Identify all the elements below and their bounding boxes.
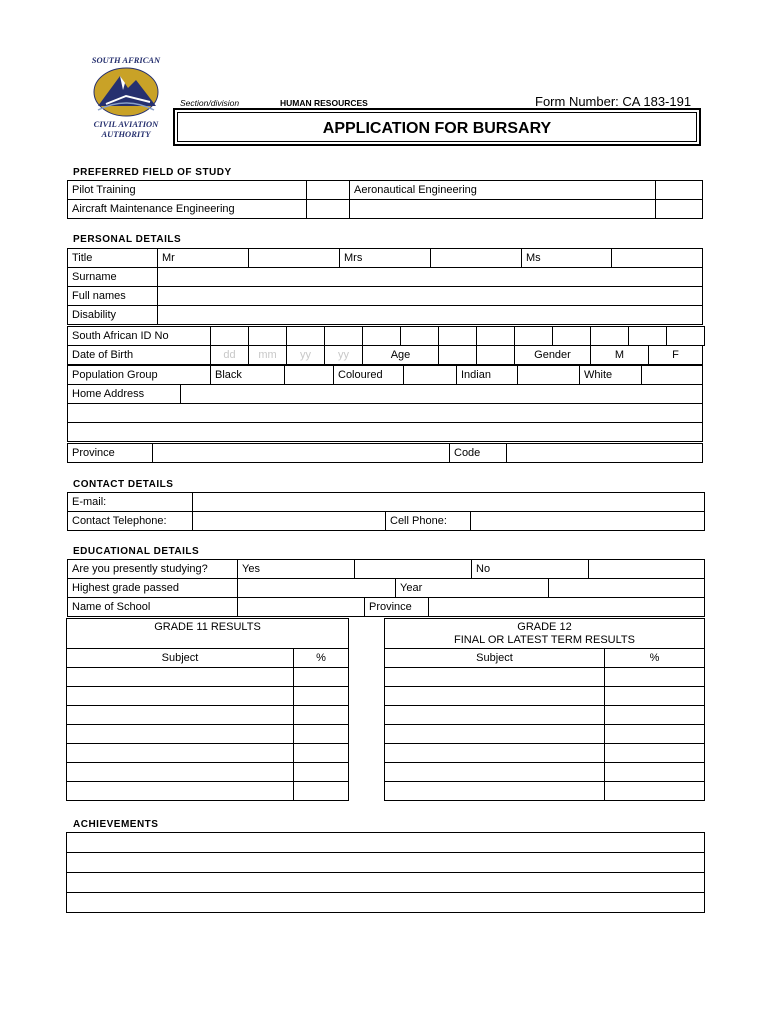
title-ms-box[interactable] [612, 249, 703, 268]
subject-cell[interactable] [385, 706, 605, 725]
section-heading-contact: CONTACT DETAILS [73, 479, 174, 490]
surname-field[interactable] [158, 268, 703, 287]
address-lines [67, 403, 703, 442]
full-names-field[interactable] [158, 287, 703, 306]
id-digit[interactable] [439, 327, 477, 346]
subject-cell[interactable] [385, 668, 605, 687]
percent-cell[interactable] [294, 782, 349, 801]
address-line[interactable] [68, 423, 703, 442]
province-label: Province [68, 444, 153, 463]
percent-header: % [605, 649, 705, 668]
title-mrs-label: Mrs [340, 249, 431, 268]
dob-year-field-1[interactable]: yy [287, 346, 325, 365]
contact-telephone-field[interactable] [193, 512, 386, 531]
logo-bottom-text-2: AUTHORITY [101, 129, 151, 139]
id-digit[interactable] [553, 327, 591, 346]
subject-cell[interactable] [67, 668, 294, 687]
percent-cell[interactable] [605, 706, 705, 725]
province-field[interactable] [153, 444, 450, 463]
id-number-label: South African ID No [68, 327, 211, 346]
subject-cell[interactable] [385, 763, 605, 782]
subject-cell[interactable] [385, 725, 605, 744]
phone-row [67, 511, 705, 531]
school-name-label: Name of School [68, 598, 238, 617]
achievement-line[interactable] [67, 893, 705, 913]
dob-row [67, 345, 703, 365]
age-label: Age [363, 346, 439, 365]
percent-cell[interactable] [605, 725, 705, 744]
grade-12-heading-line-1: GRADE 12 [517, 621, 572, 633]
postal-code-label: Code [450, 444, 507, 463]
grade-11-heading: GRADE 11 RESULTS [67, 619, 349, 649]
dob-day-field[interactable]: dd [211, 346, 249, 365]
id-digit[interactable] [325, 327, 363, 346]
cell-phone-label: Cell Phone: [386, 512, 471, 531]
percent-cell[interactable] [294, 687, 349, 706]
school-name-field[interactable] [238, 598, 365, 617]
dob-label: Date of Birth [68, 346, 211, 365]
population-indian-box[interactable] [518, 366, 580, 385]
disability-label: Disability [68, 306, 158, 325]
population-white-box[interactable] [642, 366, 703, 385]
achievement-line[interactable] [67, 853, 705, 873]
title-row [67, 248, 703, 268]
school-province-field[interactable] [429, 598, 705, 617]
grade-12-heading-line-2: FINAL OR LATEST TERM RESULTS [454, 634, 635, 646]
achievements-table [66, 832, 705, 913]
form-number: Form Number: CA 183-191 [535, 94, 692, 109]
subject-cell[interactable] [385, 782, 605, 801]
studying-label: Are you presently studying? [68, 560, 238, 579]
school-row [67, 597, 705, 617]
percent-cell[interactable] [605, 744, 705, 763]
population-row [67, 365, 703, 385]
population-black-box[interactable] [285, 366, 334, 385]
email-row [67, 492, 705, 512]
percent-header: % [294, 649, 349, 668]
gender-male-option[interactable]: M [591, 346, 649, 365]
population-white-label: White [580, 366, 642, 385]
studying-yes-label: Yes [238, 560, 355, 579]
section-label: Section/division [180, 98, 240, 108]
names-table [67, 267, 703, 325]
title-box [173, 108, 701, 146]
percent-cell[interactable] [605, 687, 705, 706]
percent-cell[interactable] [294, 763, 349, 782]
title-mr-box[interactable] [249, 249, 340, 268]
percent-cell[interactable] [294, 706, 349, 725]
checkbox-aircraft-maintenance[interactable] [307, 200, 350, 219]
contact-telephone-label: Contact Telephone: [68, 512, 193, 531]
population-coloured-label: Coloured [334, 366, 404, 385]
percent-cell[interactable] [605, 782, 705, 801]
subject-cell[interactable] [67, 744, 294, 763]
grade-row [67, 578, 705, 598]
cell-phone-field[interactable] [471, 512, 705, 531]
disability-field[interactable] [158, 306, 703, 325]
checkbox-pilot-training[interactable] [307, 181, 350, 200]
gender-label: Gender [515, 346, 591, 365]
grade-12-heading [385, 619, 705, 649]
section-heading-personal: PERSONAL DETAILS [73, 234, 182, 245]
option-label-aircraft-maintenance: Aircraft Maintenance Engineering [68, 200, 307, 219]
option-label-pilot-training: Pilot Training [68, 181, 307, 200]
highest-grade-field[interactable] [238, 579, 396, 598]
option-label-aeronautical-engineering: Aeronautical Engineering [350, 181, 656, 200]
dob-month-field[interactable]: mm [249, 346, 287, 365]
year-field[interactable] [549, 579, 705, 598]
id-digit[interactable] [591, 327, 629, 346]
postal-code-field[interactable] [507, 444, 703, 463]
title-label: Title [68, 249, 158, 268]
population-black-label: Black [211, 366, 285, 385]
section-heading-education: EDUCATIONAL DETAILS [73, 546, 200, 557]
email-field[interactable] [193, 493, 705, 512]
studying-no-box[interactable] [589, 560, 705, 579]
percent-cell[interactable] [605, 763, 705, 782]
id-number-row [67, 326, 705, 346]
blank-checkbox [656, 200, 703, 219]
subject-header: Subject [67, 649, 294, 668]
percent-cell[interactable] [294, 744, 349, 763]
grade-11-results-table [66, 618, 349, 801]
id-digit[interactable] [211, 327, 249, 346]
province-row [67, 443, 703, 463]
home-address-label: Home Address [68, 385, 181, 404]
id-digit[interactable] [363, 327, 401, 346]
id-digit[interactable] [401, 327, 439, 346]
page-title: APPLICATION FOR BURSARY [322, 120, 552, 137]
id-digit[interactable] [287, 327, 325, 346]
home-address-field[interactable] [181, 385, 703, 404]
field-of-study-table [67, 180, 703, 219]
title-ms-label: Ms [522, 249, 612, 268]
subject-cell[interactable] [385, 687, 605, 706]
id-digit[interactable] [515, 327, 553, 346]
achievement-line[interactable] [67, 873, 705, 893]
studying-yes-box[interactable] [355, 560, 472, 579]
id-digit[interactable] [629, 327, 667, 346]
full-names-label: Full names [68, 287, 158, 306]
id-digit[interactable] [249, 327, 287, 346]
grade-12-results-table [384, 618, 705, 801]
id-digit[interactable] [667, 327, 705, 346]
subject-cell[interactable] [67, 725, 294, 744]
subject-cell[interactable] [67, 782, 294, 801]
gender-female-option[interactable]: F [649, 346, 703, 365]
logo-bottom-text-1: CIVIL AVIATION [93, 119, 159, 129]
email-label: E-mail: [68, 493, 193, 512]
section-heading-achievements: ACHIEVEMENTS [73, 819, 159, 830]
studying-no-label: No [472, 560, 589, 579]
percent-cell[interactable] [294, 668, 349, 687]
section-value: HUMAN RESOURCES [280, 98, 368, 108]
subject-cell[interactable] [67, 706, 294, 725]
subject-header: Subject [385, 649, 605, 668]
home-address-row [67, 384, 703, 404]
achievement-line[interactable] [67, 833, 705, 853]
title-mr-label: Mr [158, 249, 249, 268]
section-heading-field-of-study: PREFERRED FIELD OF STUDY [73, 167, 232, 178]
percent-cell[interactable] [294, 725, 349, 744]
surname-label: Surname [68, 268, 158, 287]
title-mrs-box[interactable] [431, 249, 522, 268]
subject-cell[interactable] [385, 744, 605, 763]
highest-grade-label: Highest grade passed [68, 579, 238, 598]
dob-year-field-2[interactable]: yy [325, 346, 363, 365]
checkbox-aeronautical-engineering[interactable] [656, 181, 703, 200]
studying-row [67, 559, 705, 579]
population-coloured-box[interactable] [404, 366, 457, 385]
population-indian-label: Indian [457, 366, 518, 385]
population-group-label: Population Group [68, 366, 211, 385]
subject-cell[interactable] [67, 763, 294, 782]
age-field[interactable] [439, 346, 477, 365]
age-field[interactable] [477, 346, 515, 365]
percent-cell[interactable] [605, 668, 705, 687]
address-line[interactable] [68, 404, 703, 423]
subject-cell[interactable] [67, 687, 294, 706]
logo-top-text: SOUTH AFRICAN [91, 55, 161, 65]
school-province-label: Province [365, 598, 429, 617]
id-digit[interactable] [477, 327, 515, 346]
blank-cell [350, 200, 656, 219]
year-label: Year [396, 579, 549, 598]
caa-logo [92, 66, 160, 118]
